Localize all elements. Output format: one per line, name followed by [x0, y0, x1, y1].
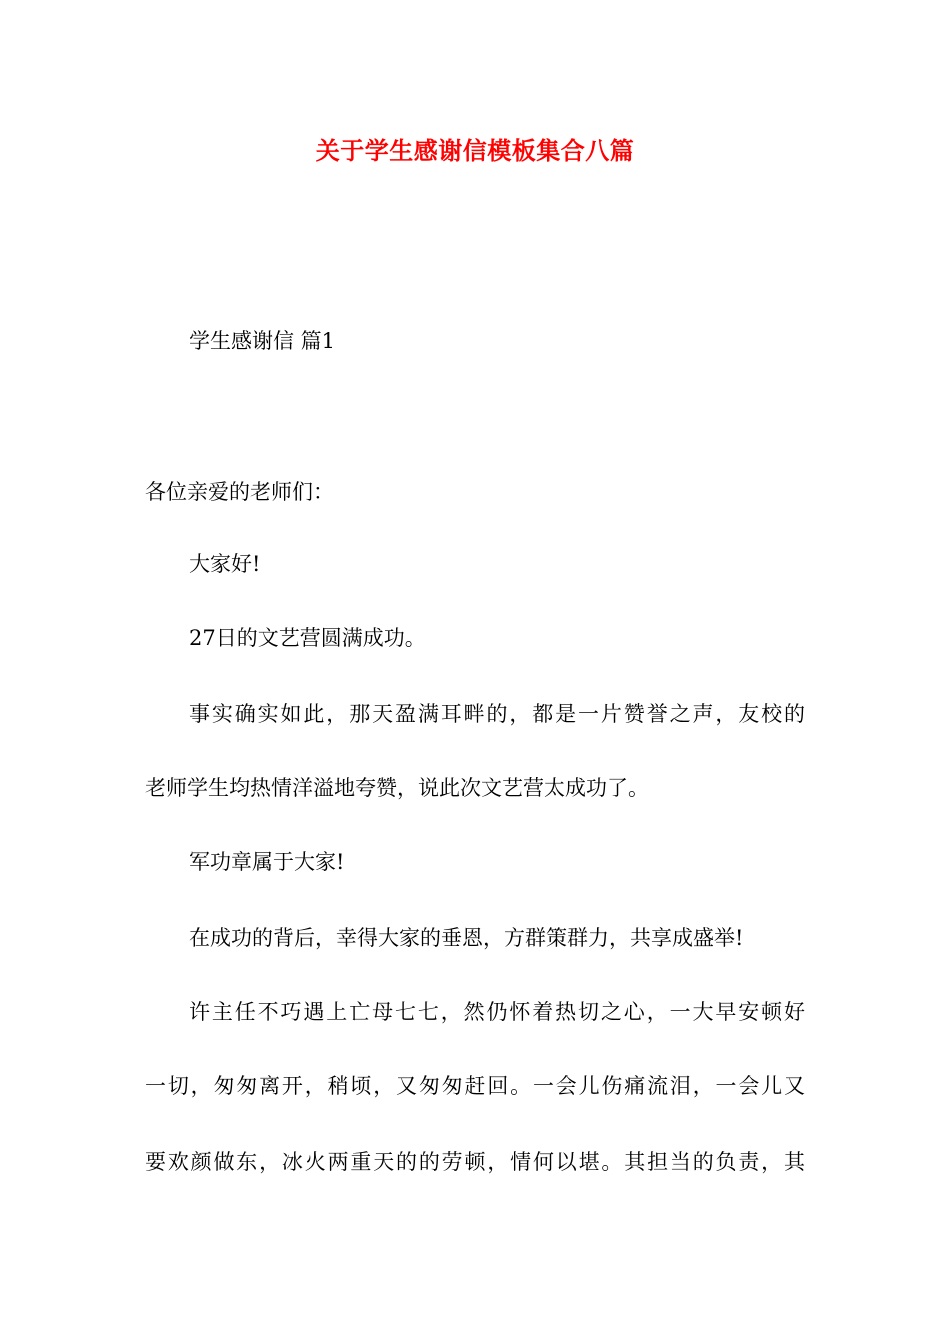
document-title: 关于学生感谢信模板集合八篇 [315, 136, 635, 165]
paragraph-line: 许主任不巧遇上亡母七七，然仍怀着热切之心，一大早安顿好 [189, 1000, 805, 1024]
paragraph-line: 一切，匆匆离开，稍顷，又匆匆赶回。一会儿伤痛流泪，一会儿又 [145, 1074, 805, 1098]
salutation: 各位亲爱的老师们： [145, 480, 334, 504]
section-heading: 学生感谢信 篇1 [189, 329, 336, 353]
paragraph-line: 在成功的背后，幸得大家的垂恩，方群策群力，共享成盛举! [189, 926, 744, 950]
paragraph-line: 军功章属于大家! [189, 850, 345, 874]
paragraph-line: 要欢颜做东，冰火两重天的的劳顿，情何以堪。其担当的负责，其 [145, 1150, 805, 1174]
paragraph-line: 老师学生均热情洋溢地夸赞，说此次文艺营太成功了。 [145, 776, 649, 800]
greeting: 大家好! [189, 552, 261, 576]
paragraph-line: 事实确实如此，那天盈满耳畔的，都是一片赞誉之声，友校的 [189, 702, 805, 726]
paragraph-line: 27日的文艺营圆满成功。 [189, 626, 426, 650]
